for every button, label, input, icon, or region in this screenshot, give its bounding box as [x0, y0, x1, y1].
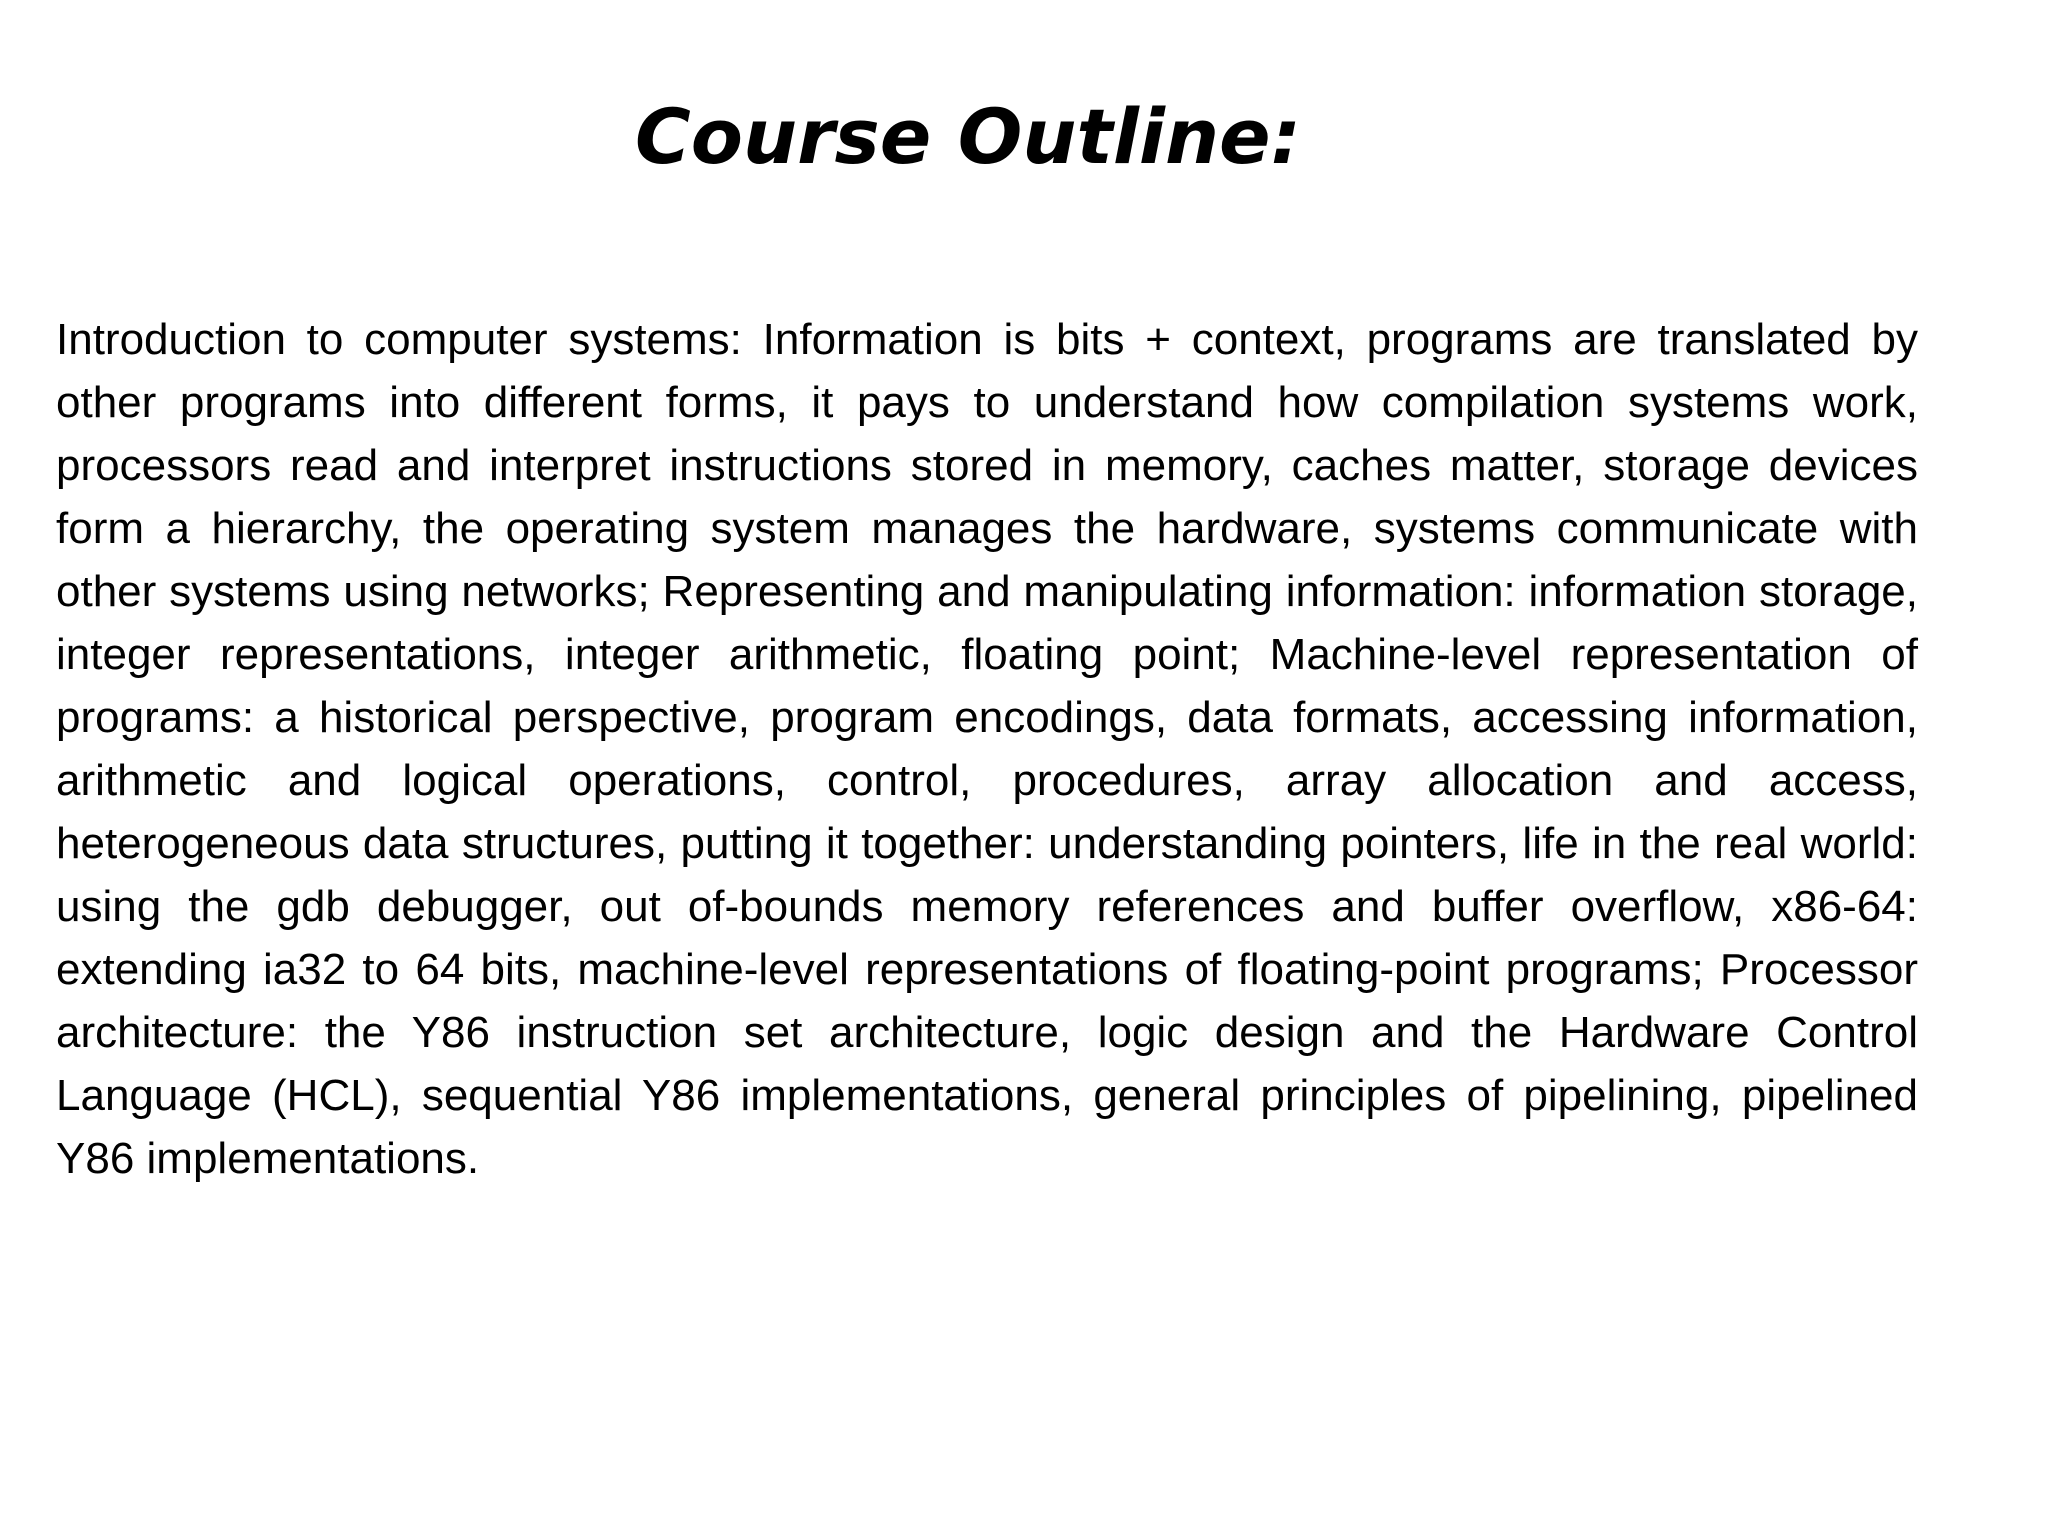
course-outline-text: Introduction to computer systems: Information is bits + context, programs are translated by other programs into different forms, it pays to understand how compilation systems work, processors read and interpret instructions stored in memory, caches matter, storage devices form a hierarchy, the operating system manages the hardware, systems communicate with other systems using networks; Representing and manipulating information: information storage, integer representations, integer arithmetic, floating point; Machine-level representation of programs: a historical perspective, program encodings, data formats, accessing information, arithmetic and logical operations, control, procedures, array allocation and access, heterogeneous data structures, putting it together: understanding pointers, life in the real world: using the gdb debugger, out of-bounds memory references and buffer overflow, x86-64: extending ia32 to 64 bits, machine-level representations of floating-point programs; Processor architecture: the Y86 instruction set architecture, logic design and the Hardware Control Language (HCL), sequential Y86 implementations, general principles of pipelining, pipelined Y86 implementations.	[56, 315, 1918, 1183]
slide-title: Course Outline:	[634, 92, 1301, 181]
